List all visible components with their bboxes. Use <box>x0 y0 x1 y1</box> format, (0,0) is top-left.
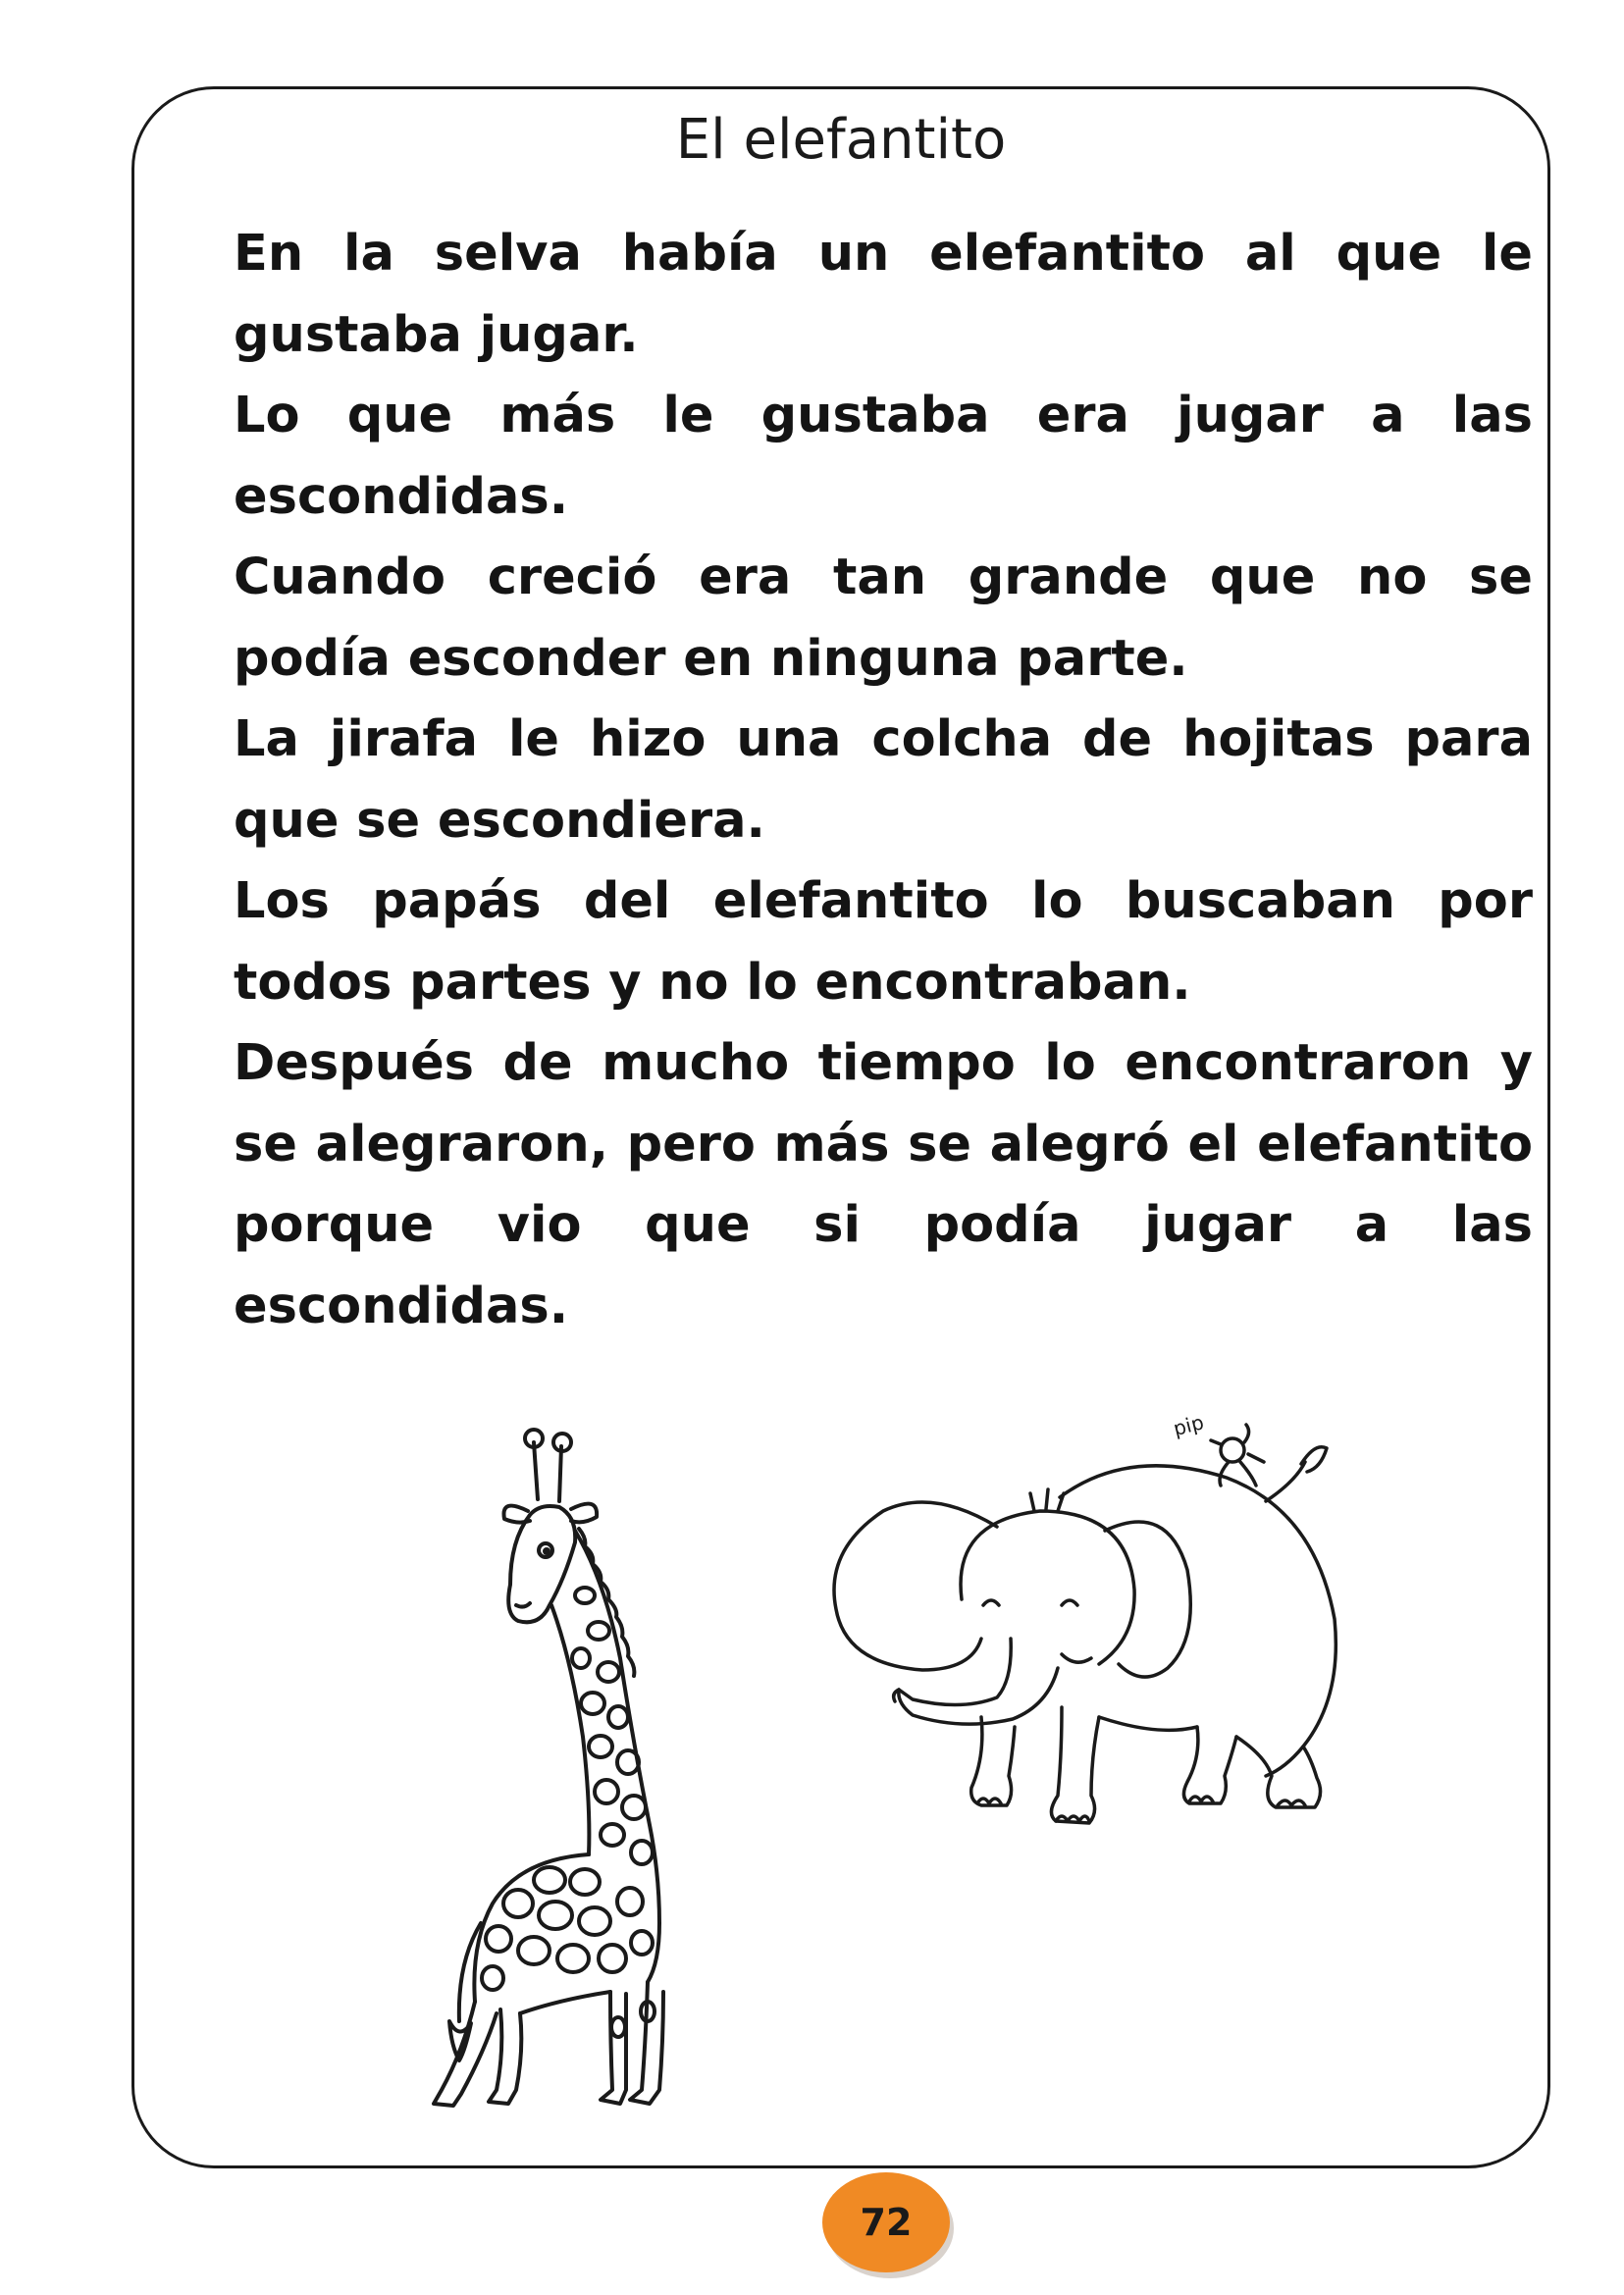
bird-caption: pip <box>1171 1410 1207 1441</box>
story-paragraph: Después de mucho tiempo lo encontraron y se alegraron, pero más se alegró el elefantito porque vio que si podía jugar a las escondidas. <box>234 1034 1533 1335</box>
elephant-drawing <box>805 1403 1393 1894</box>
story-text <box>234 214 1533 1347</box>
giraffe-drawing <box>402 1413 716 2129</box>
story-paragraph: En la selva había un elefantito al que le gustaba jugar. <box>234 225 1533 364</box>
story-paragraph: La jirafa le hizo una colcha de hojitas para que se escondiera. <box>234 710 1533 850</box>
story-paragraph: Lo que más le gustaba era jugar a las escondidas. <box>234 387 1533 526</box>
page-title: El elefantito <box>675 108 1007 172</box>
page-number-badge <box>822 2172 950 2272</box>
page-number: 72 <box>860 2201 913 2244</box>
story-paragraph: Los papás del elefantito lo buscaban por todos partes y no lo encontraban. <box>234 872 1533 1012</box>
story-paragraph: Cuando creció era tan grande que no se podía esconder en ninguna parte. <box>234 548 1533 688</box>
